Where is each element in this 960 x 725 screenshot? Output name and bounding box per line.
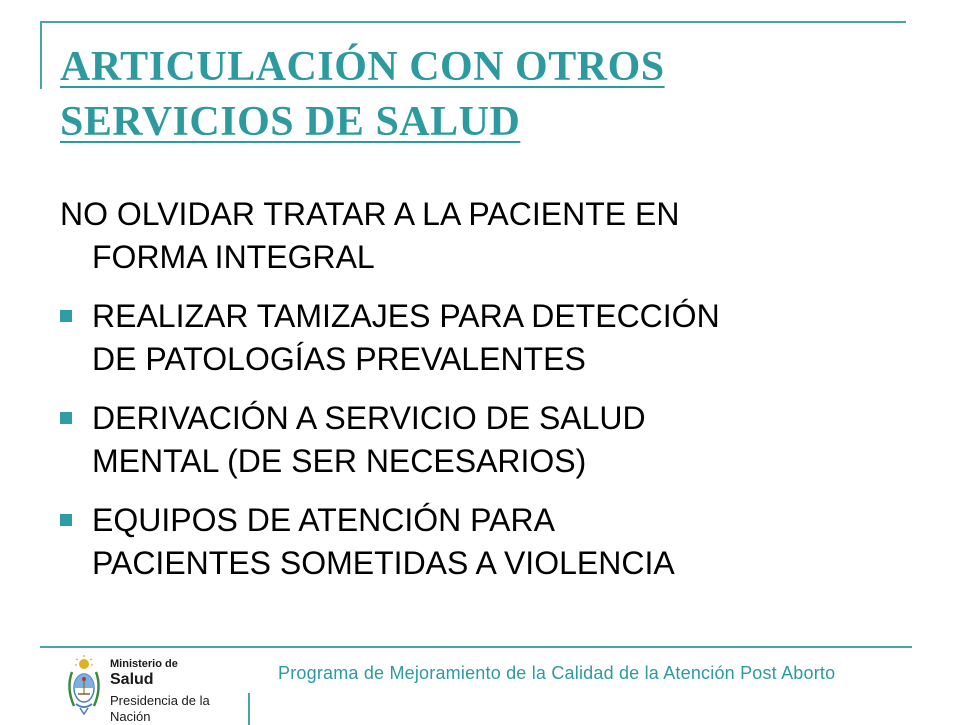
slide-title-line-2: SERVICIOS DE SALUD xyxy=(60,99,521,145)
ministry-logo xyxy=(64,654,264,724)
slide-body xyxy=(60,193,920,601)
bullet-item-tamizajes xyxy=(60,295,920,381)
bullet-3-line-1: EQUIPOS DE ATENCIÓN PARA xyxy=(92,502,555,538)
bottom-rule xyxy=(40,646,912,648)
bullet-1-line-1: REALIZAR TAMIZAJES PARA DETECCIÓN xyxy=(92,298,720,334)
logo-ministerio: Ministerio de xyxy=(110,658,178,670)
logo-presidencia: Presidencia de la Nación xyxy=(110,693,250,725)
logo-salud: Salud xyxy=(110,671,154,688)
top-rule xyxy=(40,21,906,23)
bullet-list xyxy=(60,295,920,585)
bullet-2-line-1: DERIVACIÓN A SERVICIO DE SALUD xyxy=(92,400,646,436)
intro-line-2: FORMA INTEGRAL xyxy=(92,239,375,275)
left-rule xyxy=(40,21,42,89)
bullet-3-line-2: PACIENTES SOMETIDAS A VIOLENCIA xyxy=(92,545,675,581)
square-bullet-icon xyxy=(60,514,72,526)
bullet-1-line-2: DE PATOLOGÍAS PREVALENTES xyxy=(92,341,586,377)
intro-line-1: NO OLVIDAR TRATAR A LA PACIENTE EN xyxy=(60,196,680,232)
slide-title xyxy=(60,40,920,150)
square-bullet-icon xyxy=(60,310,72,322)
square-bullet-icon xyxy=(60,412,72,424)
slide-title-line-1: ARTICULACIÓN CON OTROS xyxy=(60,44,665,90)
bullet-2-line-2: MENTAL (DE SER NECESARIOS) xyxy=(92,443,587,479)
bullet-item-derivacion xyxy=(60,397,920,483)
program-footer: Programa de Mejoramiento de la Calidad de la Atención Post Aborto xyxy=(278,663,836,683)
bullet-item-equipos xyxy=(60,499,920,585)
intro-paragraph xyxy=(60,193,920,279)
argentina-coat-of-arms-icon xyxy=(64,654,104,716)
ministry-logo-text xyxy=(110,654,260,725)
